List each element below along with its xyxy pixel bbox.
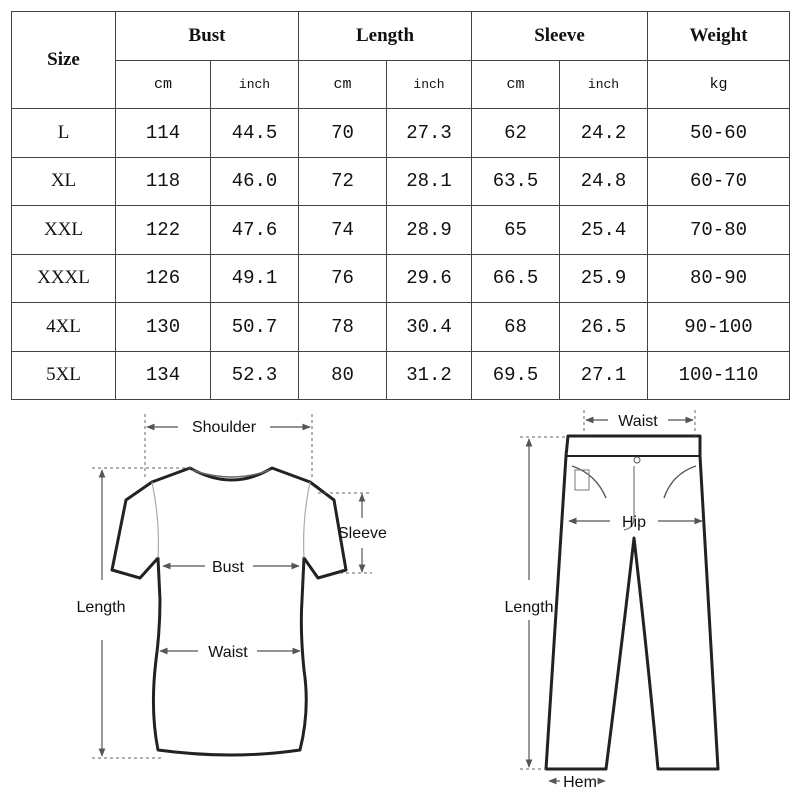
value-cell: 62 [472, 109, 560, 158]
table-row [12, 303, 790, 352]
value-cell: 72 [299, 157, 387, 206]
size-chart-table [11, 11, 790, 400]
sleeve-label: Sleeve [338, 525, 387, 542]
pants-diagram [505, 410, 718, 791]
value-cell: 74 [299, 206, 387, 255]
unit-cm: cm [299, 61, 387, 109]
size-cell: 5XL [12, 351, 116, 400]
hem-label: Hem [563, 774, 597, 791]
size-cell: 4XL [12, 303, 116, 352]
table-row [12, 351, 790, 400]
value-cell: 28.1 [387, 157, 472, 206]
value-cell: 80 [299, 351, 387, 400]
value-cell: 122 [116, 206, 211, 255]
value-cell: 78 [299, 303, 387, 352]
measurement-diagrams [0, 400, 800, 800]
value-cell: 29.6 [387, 254, 472, 303]
table-row [12, 109, 790, 158]
sleeve-header: Sleeve [472, 12, 648, 61]
value-cell: 90-100 [648, 303, 790, 352]
value-cell: 80-90 [648, 254, 790, 303]
value-cell: 114 [116, 109, 211, 158]
hip-label: Hip [621, 514, 647, 531]
value-cell: 76 [299, 254, 387, 303]
value-cell: 49.1 [211, 254, 299, 303]
value-cell: 63.5 [472, 157, 560, 206]
bust-label: Bust [211, 559, 245, 576]
value-cell: 28.9 [387, 206, 472, 255]
unit-kg: kg [648, 61, 790, 109]
value-cell: 100-110 [648, 351, 790, 400]
value-cell: 65 [472, 206, 560, 255]
value-cell: 50-60 [648, 109, 790, 158]
value-cell: 46.0 [211, 157, 299, 206]
value-cell: 70 [299, 109, 387, 158]
value-cell: 44.5 [211, 109, 299, 158]
value-cell: 24.8 [560, 157, 648, 206]
tshirt-outline [112, 468, 346, 755]
unit-inch: inch [211, 61, 299, 109]
length-header: Length [299, 12, 472, 61]
unit-cm: cm [116, 61, 211, 109]
value-cell: 66.5 [472, 254, 560, 303]
value-cell: 30.4 [387, 303, 472, 352]
value-cell: 130 [116, 303, 211, 352]
value-cell: 24.2 [560, 109, 648, 158]
unit-inch: inch [560, 61, 648, 109]
value-cell: 69.5 [472, 351, 560, 400]
value-cell: 25.4 [560, 206, 648, 255]
value-cell: 47.6 [211, 206, 299, 255]
value-cell: 31.2 [387, 351, 472, 400]
unit-inch: inch [387, 61, 472, 109]
length-label: Length [76, 599, 126, 616]
pants-outline [546, 436, 718, 769]
value-cell: 26.5 [560, 303, 648, 352]
size-cell: XL [12, 157, 116, 206]
bust-header: Bust [116, 12, 299, 61]
table-row [12, 157, 790, 206]
value-cell: 118 [116, 157, 211, 206]
table-row [12, 254, 790, 303]
value-cell: 52.3 [211, 351, 299, 400]
size-cell: XXXL [12, 254, 116, 303]
value-cell: 25.9 [560, 254, 648, 303]
value-cell: 70-80 [648, 206, 790, 255]
value-cell: 134 [116, 351, 211, 400]
value-cell: 27.1 [560, 351, 648, 400]
shoulder-label: Shoulder [191, 419, 257, 436]
value-cell: 50.7 [211, 303, 299, 352]
tshirt-diagram [77, 414, 387, 758]
waist-label: Waist [208, 644, 248, 661]
table-row [12, 206, 790, 255]
size-header: Size [12, 12, 116, 109]
value-cell: 126 [116, 254, 211, 303]
measurement-diagram-svg [0, 400, 800, 800]
value-cell: 68 [472, 303, 560, 352]
pants-length-label: Length [504, 599, 554, 616]
size-cell: L [12, 109, 116, 158]
unit-cm: cm [472, 61, 560, 109]
value-cell: 60-70 [648, 157, 790, 206]
pants-waist-label: Waist [618, 413, 658, 430]
size-cell: XXL [12, 206, 116, 255]
value-cell: 27.3 [387, 109, 472, 158]
weight-header: Weight [648, 12, 790, 61]
